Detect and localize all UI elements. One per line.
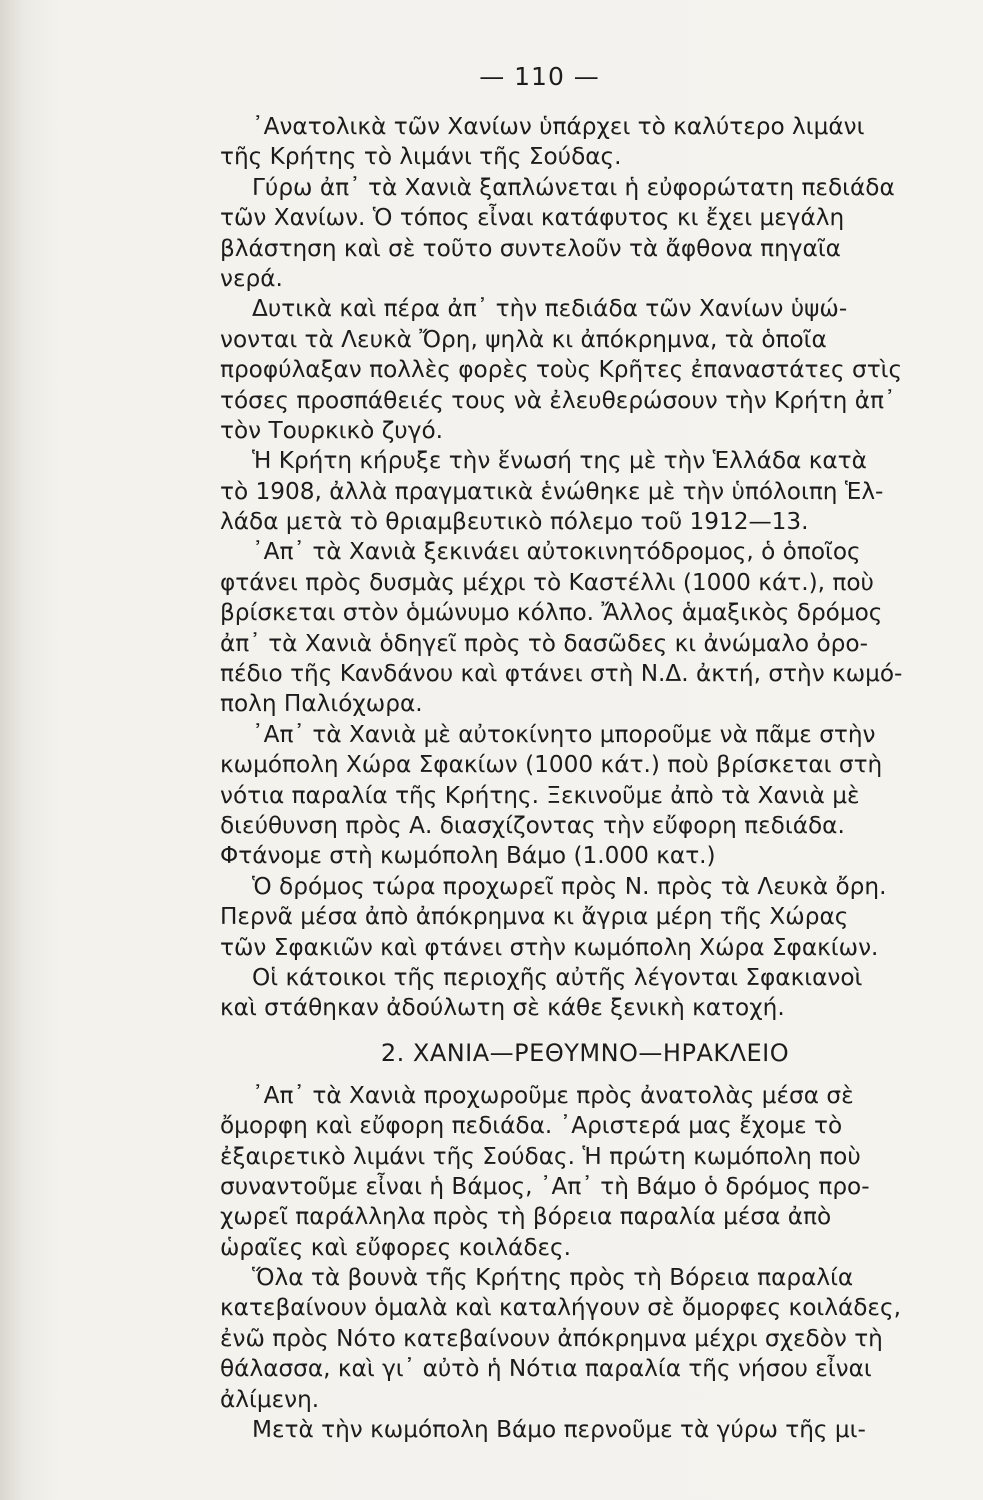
text-line: ᾿Ανατολικὰ τῶν Χανίων ὑπάρχει τὸ καλύτερο λιμάνι (252, 113, 865, 140)
text-line: Γύρω ἀπ᾿ τὰ Χανιὰ ξαπλώνεται ἡ εὐφορώτατη πεδιάδα (252, 173, 895, 201)
text-line: πολη Παλιόχωρα. (220, 690, 423, 718)
text-line: ἀλίμενη. (220, 1385, 320, 1413)
text-line: ᾿Απ᾿ τὰ Χανιὰ προχωροῦμε πρὸς ἀνατολὰς μέσα σὲ (252, 1081, 854, 1109)
page-number: — 110 — (479, 62, 600, 91)
text-line: βλάστηση καὶ σὲ τοῦτο συντελοῦν τὰ ἄφθονα πηγαῖα (220, 234, 841, 262)
text-line: ὡραῖες καὶ εὔφορες κοιλάδες. (220, 1233, 572, 1261)
text-line: τῶν Χανίων. Ὁ τόπος εἶναι κατάφυτος κι ἔχει μεγάλη (220, 204, 845, 232)
text-line: τόσες προσπάθειές τους νὰ ἐλευθερώσουν τὴν Κρήτη ἀπ᾿ (220, 386, 896, 414)
text-line: νονται τὰ Λευκὰ Ὄρη, ψηλὰ κι ἀπόκρημνα, τὰ ὁποῖα (220, 325, 827, 353)
text-line: Δυτικὰ καὶ πέρα ἀπ᾿ τὴν πεδιάδα τῶν Χανίων ὑψώ- (252, 295, 848, 323)
text-line: διεύθυνση πρὸς Α. διασχίζοντας τὴν εὔφορη πεδιάδα. (220, 811, 845, 839)
text-line: θάλασσα, καὶ γι᾿ αὐτὸ ἡ Νότια παραλία τῆς νήσου εἶναι (220, 1355, 872, 1383)
text-line: φτάνει πρὸς δυσμὰς μέχρι τὸ Καστέλλι (1000 κάτ.), ποὺ (220, 568, 874, 596)
text-line: Φτάνομε στὴ κωμόπολη Βάμο (1.000 κατ.) (220, 842, 716, 870)
text-line: χωρεῖ παράλληλα πρὸς τὴ βόρεια παραλία μέσα ἀπὸ (220, 1203, 832, 1231)
text-line: νερά. (220, 264, 283, 292)
text-line: Ὁ δρόμος τώρα προχωρεῖ πρὸς Ν. πρὸς τὰ Λευκὰ ὄρη. (252, 872, 887, 900)
text-line: ἀπ᾿ τὰ Χανιὰ ὁδηγεῖ πρὸς τὸ δασῶδες κι ἀνώμαλο ὀρο- (220, 629, 868, 657)
text-line: Ἡ Κρήτη κήρυξε τὴν ἕνωσή της μὲ τὴν Ἑλλάδα κατὰ (252, 447, 867, 475)
text-line: Περνᾶ μέσα ἀπὸ ἀπόκρημνα κι ἄγρια μέρη τῆς Χώρας (220, 903, 849, 931)
text-line: Ὅλα τὰ βουνὰ τῆς Κρήτης πρὸς τὴ Βόρεια παραλία (252, 1264, 854, 1292)
text-line: τῶν Σφακιῶν καὶ φτάνει στὴν κωμόπολη Χώρα Σφακίων. (220, 933, 879, 961)
text-line: ᾿Απ᾿ τὰ Χανιὰ ξεκινάει αὐτοκινητόδρομος, ὁ ὁποῖος (252, 538, 861, 566)
text-line: προφύλαξαν πολλὲς φορὲς τοὺς Κρῆτες ἐπαναστάτες στὶς (220, 356, 903, 384)
text-line: ὄμορφη καὶ εὔφορη πεδιάδα. ᾿Αριστερά μας ἔχομε τὸ (220, 1112, 843, 1140)
text-line: κατεβαίνουν ὁμαλὰ καὶ καταλήγουν σὲ ὄμορφες κοιλάδες, (220, 1294, 901, 1322)
text-line: τὸν Τουρκικὸ ζυγό. (220, 416, 443, 444)
text-line: κωμόπολη Χώρα Σφακίων (1000 κάτ.) ποὺ βρίσκεται στὴ (220, 751, 883, 779)
text-line: λάδα μετὰ τὸ θριαμβευτικὸ πόλεμο τοῦ 1912—13. (220, 508, 809, 536)
text-line: τὸ 1908, ἀλλὰ πραγματικὰ ἑνώθηκε μὲ τὴν ὑπόλοιπη Ἑλ- (220, 477, 884, 505)
text-line: καὶ στάθηκαν ἀδούλωτη σὲ κάθε ξενικὴ κατοχή. (220, 994, 785, 1022)
text-line: ᾿Απ᾿ τὰ Χανιὰ μὲ αὐτοκίνητο μποροῦμε νὰ πᾶμε στὴν (252, 720, 876, 748)
text-line: νότια παραλία τῆς Κρήτης. Ξεκινοῦμε ἀπὸ τὰ Χανιὰ μὲ (220, 781, 860, 809)
text-line: Μετὰ τὴν κωμόπολη Βάμο περνοῦμε τὰ γύρω τῆς μι- (252, 1416, 866, 1444)
text-line: Οἱ κάτοικοι τῆς περιοχῆς αὐτῆς λέγονται Σφακιανοὶ (252, 963, 863, 991)
text-line: βρίσκεται στὸν ὁμώνυμο κόλπο. Ἄλλος ἁμαξικὸς δρόμος (220, 599, 883, 627)
text-line: πέδιο τῆς Κανδάνου καὶ φτάνει στὴ Ν.Δ. ἀκτή, στὴν κωμό- (220, 660, 903, 688)
text-line: τῆς Κρήτης τὸ λιμάνι τῆς Σούδας. (220, 143, 622, 171)
text-line: συναντοῦμε εἶναι ἡ Βάμος, ᾿Απ᾿ τὴ Βάμο ὁ δρόμος προ- (220, 1172, 870, 1200)
text-line: ἐξαιρετικὸ λιμάνι τῆς Σούδας. Ἡ πρώτη κωμόπολη ποὺ (220, 1142, 861, 1170)
text-line: ἐνῶ πρὸς Νότο κατεβαίνουν ἀπόκρημνα μέχρι σχεδὸν τὴ (220, 1324, 883, 1352)
page-text (220, 112, 950, 1445)
section-heading: 2. ΧΑΝΙΑ—ΡΕΘΥΜΝΟ—ΗΡΑΚΛΕΙΟ (380, 1038, 790, 1067)
